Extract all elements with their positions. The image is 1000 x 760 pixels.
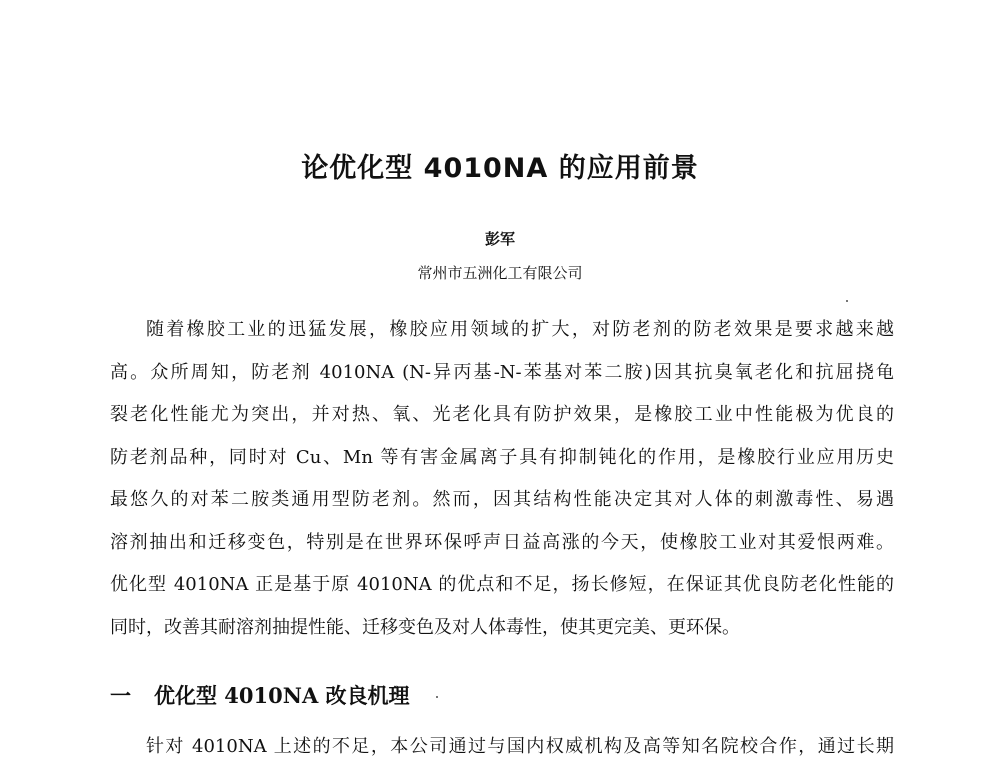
paragraph-line: 同时，改善其耐溶剂抽提性能、迁移变色及对人体毒性，使其更完美、更环保。 (110, 617, 740, 638)
paragraph-line: 高。众所周知，防老剂 4010NA (N-异丙基-N-苯基对苯二胺)因其抗臭氧老化和抗屈挠龟 (110, 362, 894, 383)
paragraph-line: 裂老化性能尤为突出，并对热、氧、光老化具有防护效果，是橡胶工业中性能极为优良的 (110, 404, 894, 425)
paragraph-line: 溶剂抽出和迁移变色，特别是在世界环保呼声日益高涨的今天，使橡胶工业对其爱恨两难。 (110, 532, 894, 553)
scan-speck (436, 696, 438, 698)
paper-title: 论优化型 4010NA 的应用前景 (301, 153, 699, 184)
section-number: 一 (110, 683, 131, 708)
author-affiliation: 常州市五洲化工有限公司 (417, 264, 583, 282)
paragraph-line: 优化型 4010NA 正是基于原 4010NA 的优点和不足，扬长修短，在保证其优良防老化性能的 (110, 574, 894, 595)
paragraph-line: 防老剂品种，同时对 Cu、Mn 等有害金属离子具有抑制钝化的作用，是橡胶行业应用历史 (110, 447, 894, 468)
author-name: 彭军 (484, 230, 515, 248)
section-first-line: 针对 4010NA 上述的不足，本公司通过与国内权威机构及高等知名院校合作，通过长期 (146, 736, 894, 757)
scan-speck (846, 300, 848, 302)
paragraph-line: 最悠久的对苯二胺类通用型防老剂。然而，因其结构性能决定其对人体的刺激毒性、易遇 (110, 489, 894, 510)
paragraph-line: 随着橡胶工业的迅猛发展，橡胶应用领域的扩大，对防老剂的防老效果是要求越来越 (146, 319, 894, 340)
section-heading (110, 680, 410, 710)
section-title: 优化型 4010NA 改良机理 (154, 683, 410, 708)
